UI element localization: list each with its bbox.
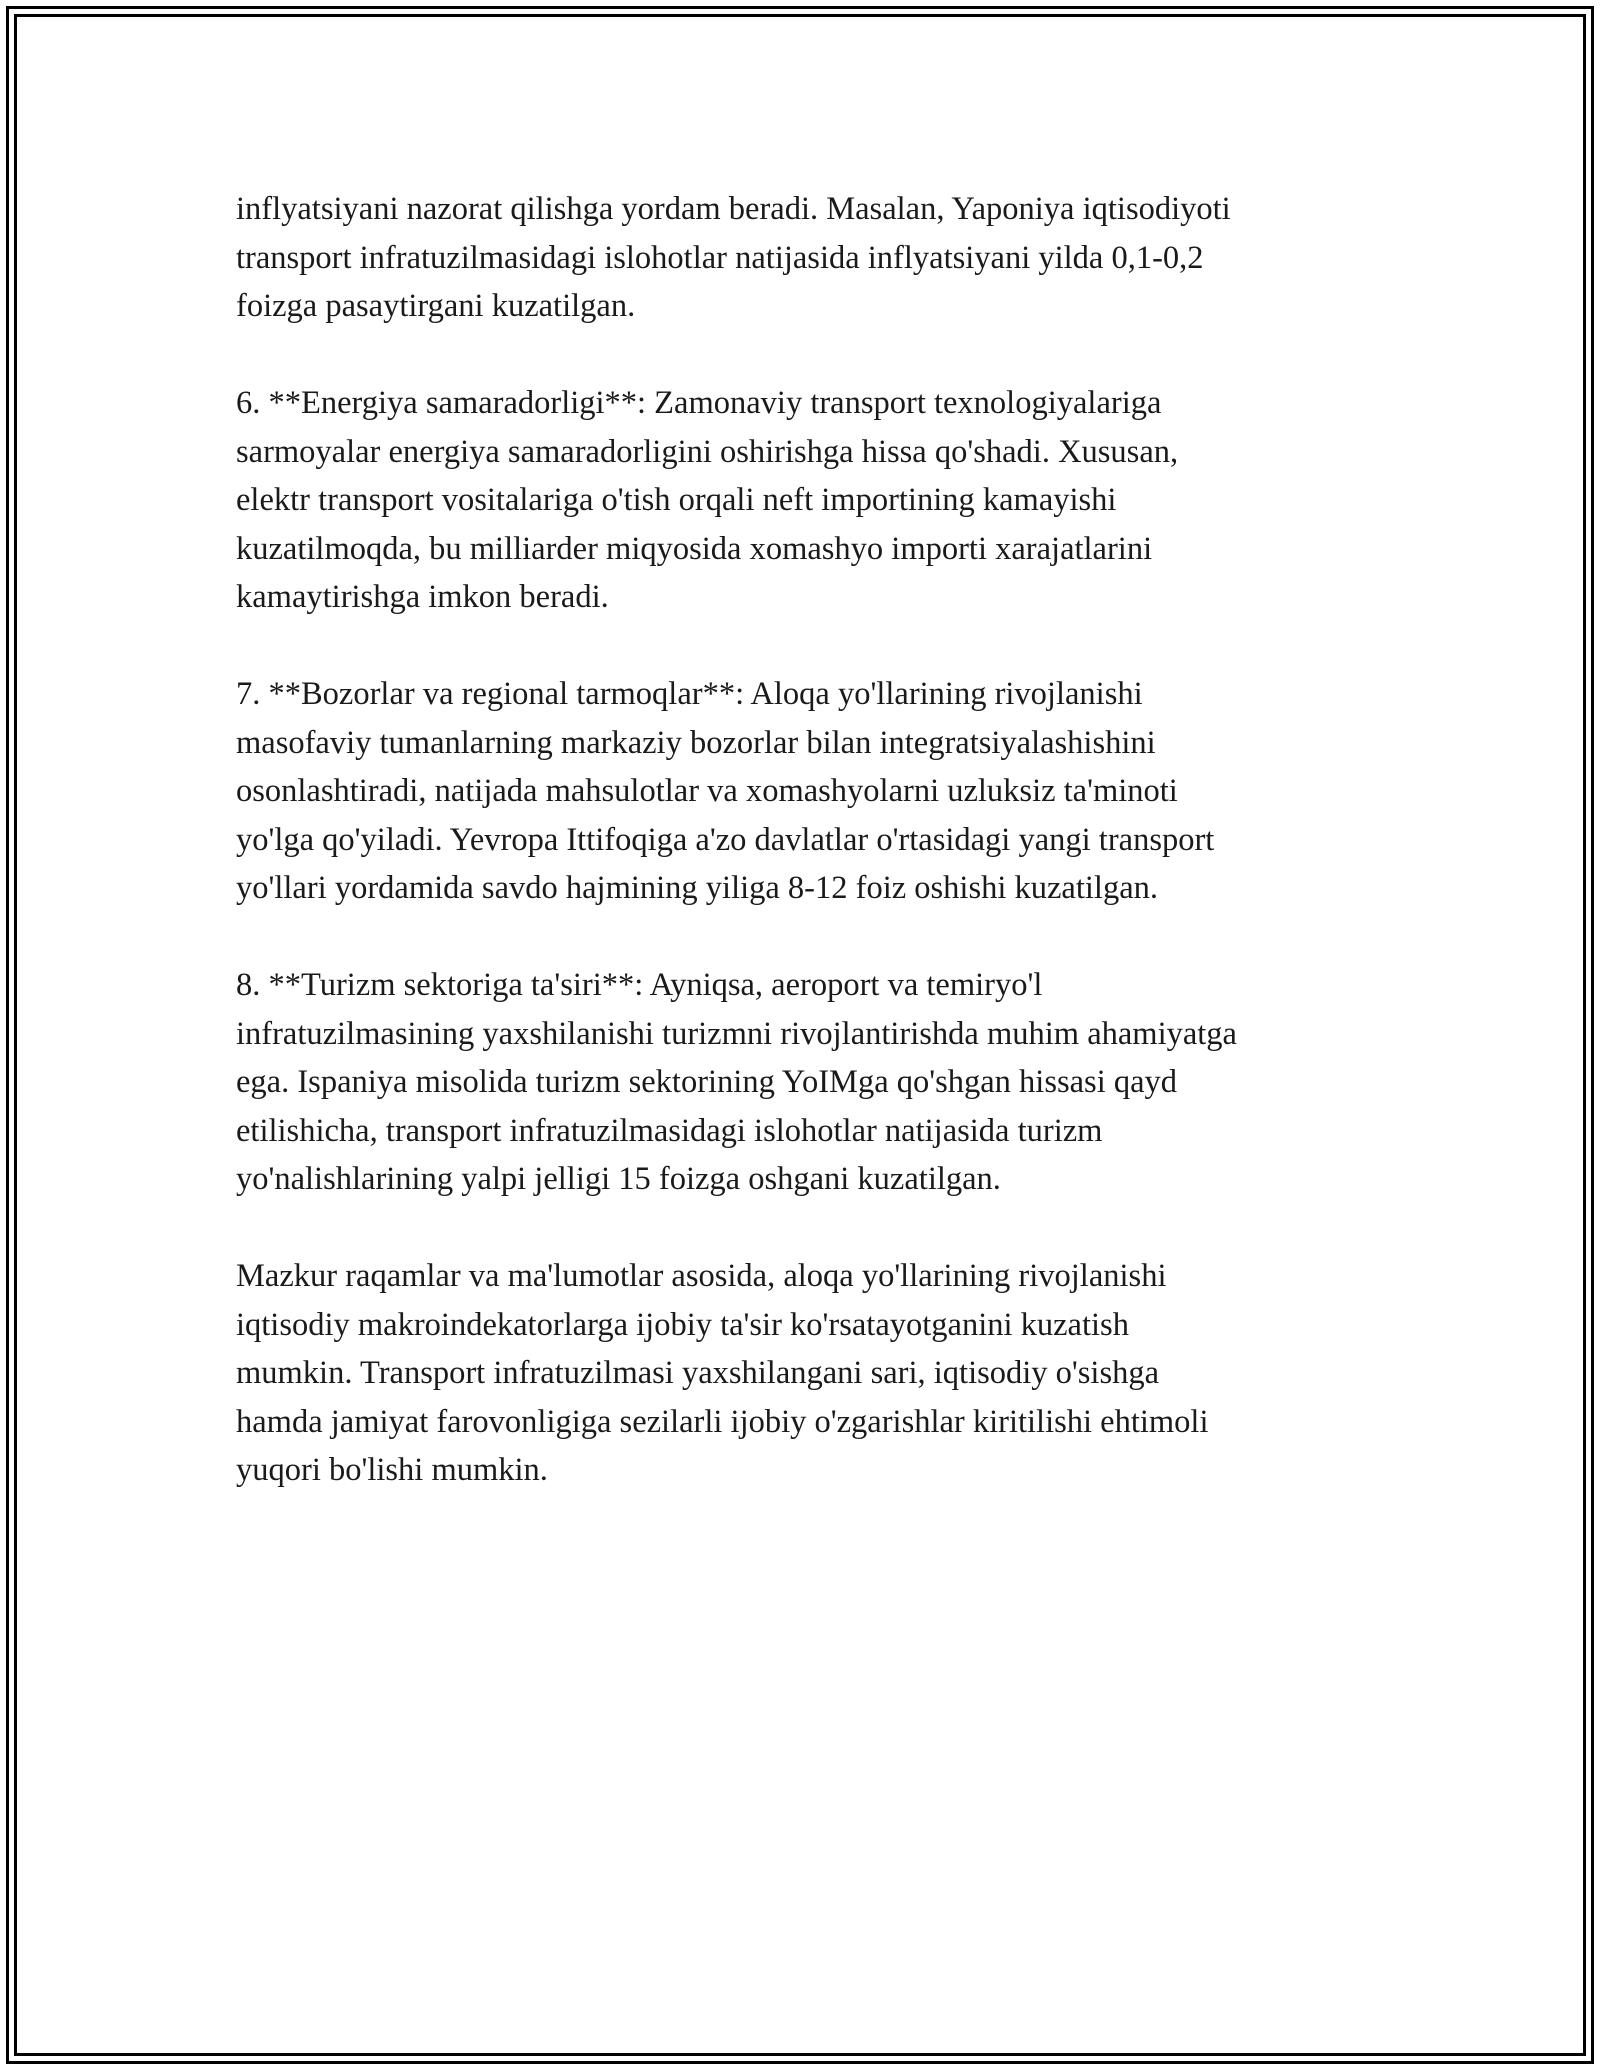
paragraph-markets-regional-networks: 7. **Bozorlar va regional tarmoqlar**: Aloqa yo'llarining rivojlanishi masofaviy tumanlarning markaziy bozorlar bilan integratsiyalashishini osonlashtiradi, natijada mahsulotlar va xomashyolarni uzluksiz ta'minoti yo'lga qo'yiladi. Yevropa Ittifoqiga a'zo davlatlar o'rtasidagi yangi transport yo'llari yordamida savdo hajmining yiliga 8-12 foiz oshishi kuzatilgan. [236, 676, 1215, 906]
paragraph-tourism-sector: 8. **Turizm sektoriga ta'siri**: Ayniqsa, aeroport va temiryo'l infratuzilmasining yaxshilanishi turizmni rivojlantirishda muhim ahamiyatga ega. Ispaniya misolida turizm sektorining YoIMga qo'shgan hissasi qayd etilishicha, transport infratuzilmasidagi islohotlar natijasida turizm yo'nalishlarining yalpi jelligi 15 foizga oshgani kuzatilgan. [236, 967, 1237, 1197]
document-body [236, 185, 1386, 1543]
paragraph-conclusion: Mazkur raqamlar va ma'lumotlar asosida, aloqa yo'llarining rivojlanishi iqtisodiy makroindekatorlarga ijobiy ta'sir ko'rsatayotganini kuzatish mumkin. Transport infratuzilmasi yaxshilangani sari, iqtisodiy o'sishga hamda jamiyat farovonligiga sezilarli ijobiy o'zgarishlar kiritilishi ehtimoli yuqori bo'lishi mumkin. [236, 1258, 1209, 1488]
paragraph-inflation-continued: inflyatsiyani nazorat qilishga yordam beradi. Masalan, Yaponiya iqtisodiyoti transport infratuzilmasidagi islohotlar natijasida inflyatsiyani yilda 0,1-0,2 foizga pasaytirgani kuzatilgan. [236, 191, 1231, 324]
paragraph-energy-efficiency: 6. **Energiya samaradorligi**: Zamonaviy transport texnologiyalariga sarmoyalar energiya samaradorligini oshirishga hissa qo'shadi. Xususan, elektr transport vositalariga o'tish orqali neft importining kamayishi kuzatilmoqda, bu milliarder miqyosida xomashyo importi xarajatlarini kamaytirishga imkon beradi. [236, 385, 1179, 615]
